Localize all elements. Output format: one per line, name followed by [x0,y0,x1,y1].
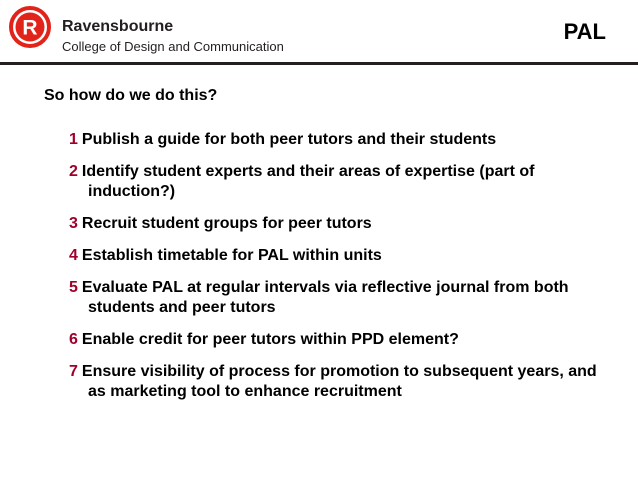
ravensbourne-logo-icon [9,6,51,48]
brand-name: Ravensbourne [62,18,174,35]
step-item-3 [69,214,609,234]
step-item-6 [69,330,609,350]
step-item-1 [69,130,609,150]
step-number: 3 [69,215,78,232]
brand-subtitle: College of Design and Communication [62,39,284,54]
step-list [69,130,609,414]
step-item-5 [69,278,609,318]
step-text: Publish a guide for both peer tutors and their students [81,131,497,148]
slide-title: PAL [563,19,606,44]
step-text: Recruit student groups for peer tutors [81,215,372,232]
step-text: Establish timetable for PAL within units [81,247,382,264]
slide-subtitle: So how do we do this? [44,87,218,104]
step-item-2 [69,162,609,202]
header-divider [0,62,638,65]
step-number: 5 [69,279,78,296]
step-number: 1 [69,131,78,148]
step-text: Evaluate PAL at regular intervals via reflective journal from both students and peer tutors [81,279,569,316]
step-number: 4 [69,247,78,264]
step-number: 6 [69,331,78,348]
logo-letter: R [22,16,38,40]
step-text: Enable credit for peer tutors within PPD element? [81,331,459,348]
step-text: Ensure visibility of process for promotion to subsequent years, and as marketing tool to enhance recruitment [81,363,597,400]
step-text: Identify student experts and their areas of expertise (part of induction?) [81,163,535,200]
step-item-4 [69,246,609,266]
step-number: 2 [69,163,78,180]
step-number: 7 [69,363,78,380]
step-item-7 [69,362,609,402]
